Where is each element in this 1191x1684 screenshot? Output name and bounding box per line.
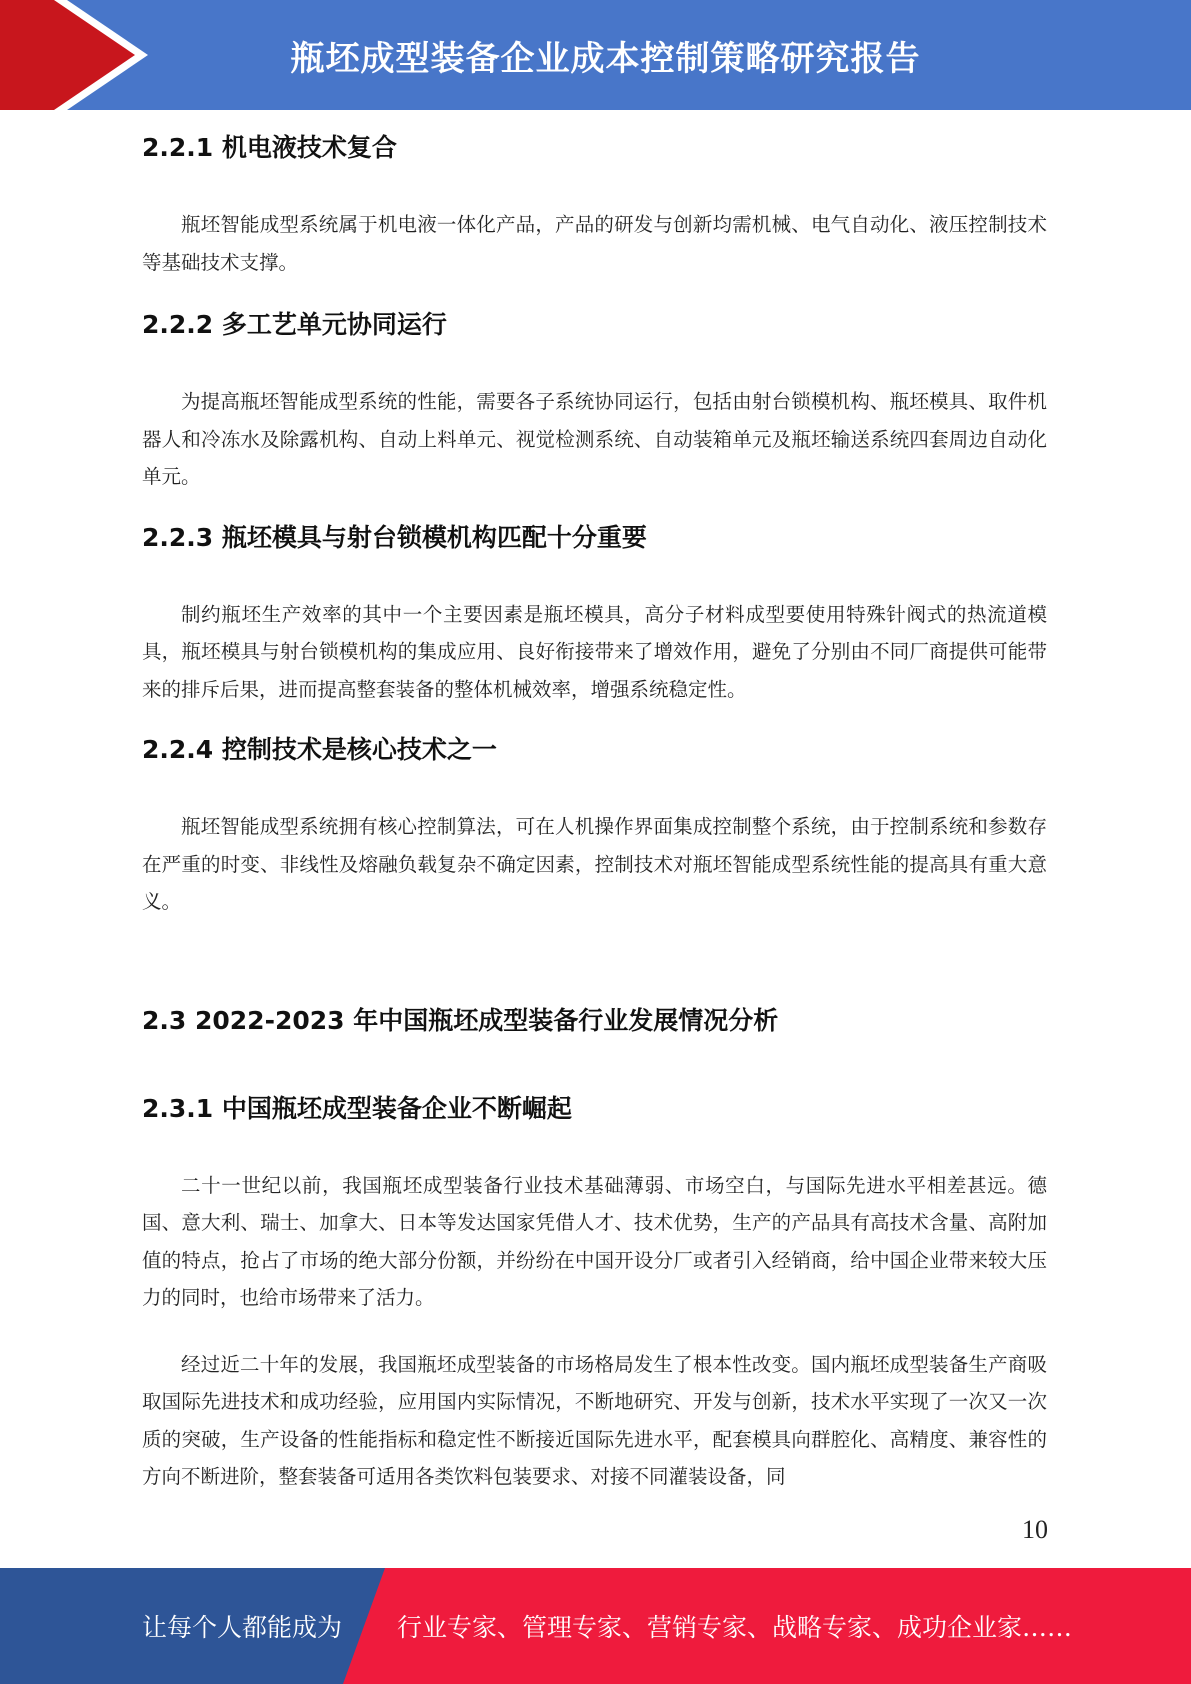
- section-heading-2-2-1: 2.2.1 机电液技术复合: [142, 133, 397, 162]
- footer-slogan-left: 让每个人都能成为: [142, 1613, 343, 1642]
- section-heading-2-2-3: 2.2.3 瓶坯模具与射台锁模机构匹配十分重要: [142, 522, 647, 552]
- page-number: 10: [1022, 1515, 1048, 1544]
- section-heading-2-3-1: 2.3.1 中国瓶坯成型装备企业不断崛起: [142, 1093, 572, 1123]
- document-body: [142, 128, 1047, 1496]
- paragraph: 经过近二十年的发展，我国瓶坯成型装备的市场格局发生了根本性改变。国内瓶坯成型装备生产商吸取国际先进技术和成功经验，应用国内实际情况，不断地研究、开发与创新，技术水平实现了一次又一次质的突破，生产设备的性能指标和稳定性不断接近国际先进水平，配套模具向群腔化、高精度、兼容性的方向不断进阶，整套装备可适用各类饮料包装要求、对接不同灌装设备，同: [142, 1352, 1047, 1488]
- paragraph: 瓶坯智能成型系统拥有核心控制算法，可在人机操作界面集成控制整个系统，由于控制系统和参数存在严重的时变、非线性及熔融负载复杂不确定因素，控制技术对瓶坯智能成型系统性能的提高具有重大意义。: [142, 815, 1047, 913]
- page-header: [0, 0, 1191, 110]
- paragraph: 瓶坯智能成型系统属于机电液一体化产品，产品的研发与创新均需机械、电气自动化、液压控制技术等基础技术支撑。: [142, 213, 1047, 274]
- section-heading-2-2-2: 2.2.2 多工艺单元协同运行: [142, 310, 447, 339]
- paragraph: 为提高瓶坯智能成型系统的性能，需要各子系统协同运行，包括由射台锁模机构、瓶坯模具、取件机器人和冷冻水及除露机构、自动上料单元、视觉检测系统、自动装箱单元及瓶坯输送系统四套周边自动化单元。: [142, 390, 1047, 488]
- paragraph: 制约瓶坯生产效率的其中一个主要因素是瓶坯模具，高分子材料成型要使用特殊针阀式的热流道模具，瓶坯模具与射台锁模机构的集成应用、良好衔接带来了增效作用，避免了分别由不同厂商提供可能带来的排斥后果，进而提高整套装备的整体机械效率，增强系统稳定性。: [142, 602, 1047, 701]
- section-heading-2-3: 2.3 2022-2023 年中国瓶坯成型装备行业发展情况分析: [142, 1005, 779, 1035]
- section-heading-2-2-4: 2.2.4 控制技术是核心技术之一: [142, 735, 497, 764]
- footer-slogan-right: 行业专家、管理专家、营销专家、战略专家、成功企业家……: [397, 1613, 1073, 1642]
- paragraph: 二十一世纪以前，我国瓶坯成型装备行业技术基础薄弱、市场空白，与国际先进水平相差甚远。德国、意大利、瑞士、加拿大、日本等发达国家凭借人才、技术优势，生产的产品具有高技术含量、高附加值的特点，抢占了市场的绝大部分份额，并纷纷在中国开设分厂或者引入经销商，给中国企业带来较大压力的同时，也给市场带来了活力。: [142, 1173, 1047, 1309]
- report-title: 瓶坯成型装备企业成本控制策略研究报告: [290, 38, 921, 79]
- page-footer: [0, 1568, 1191, 1684]
